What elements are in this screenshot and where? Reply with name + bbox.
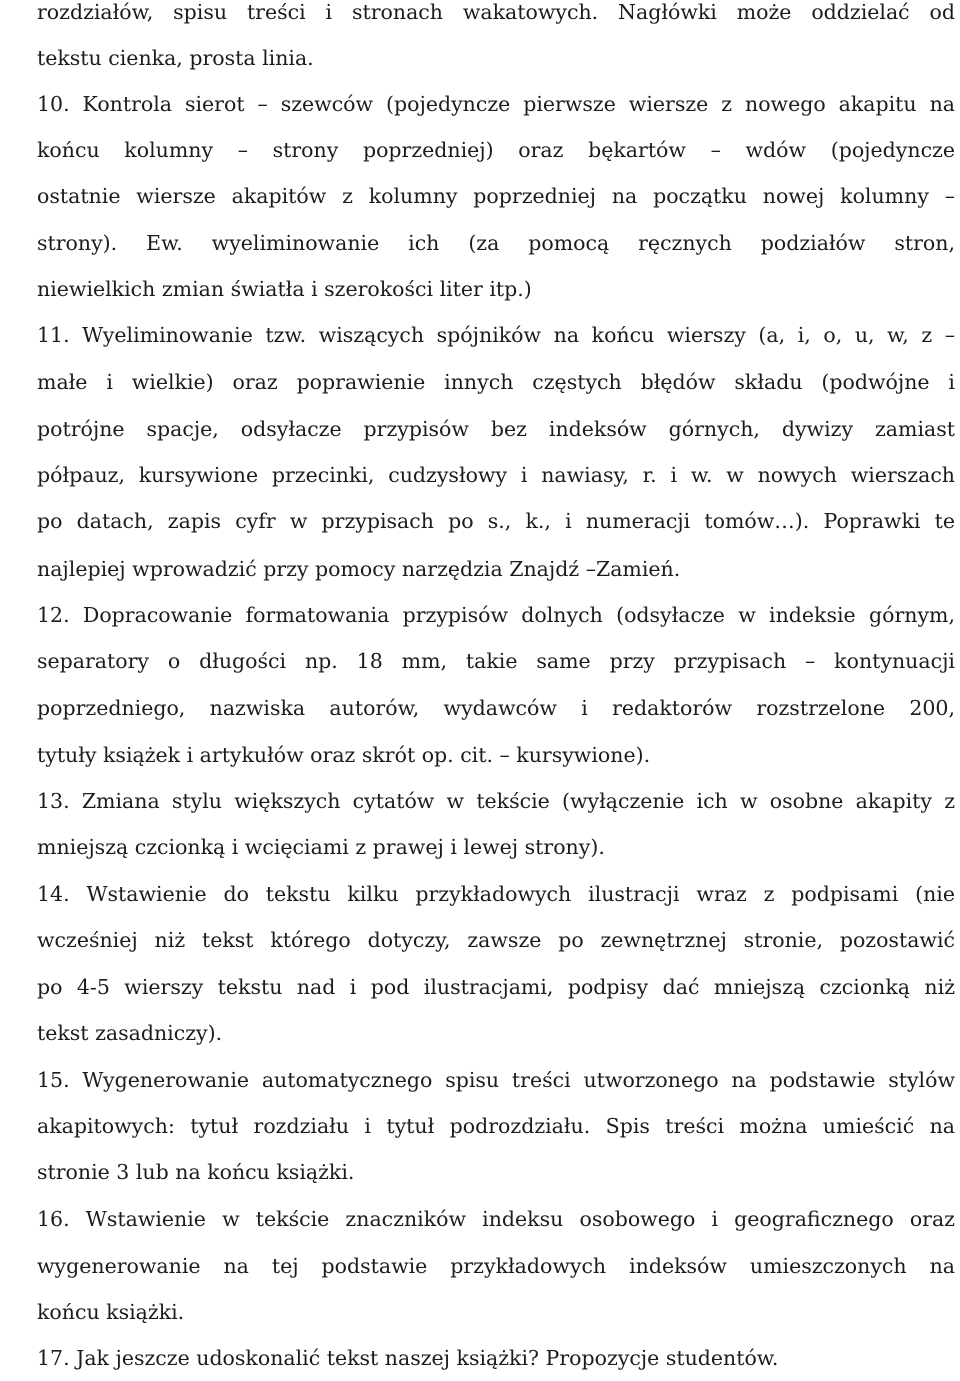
- text-line: akapitowych: tytuł rozdziału i tytuł podrozdziału. Spis treści można umieścić na: [37, 1114, 955, 1138]
- text-line: najlepiej wprowadzić przy pomocy narzędzia Znajdź –Zamień.: [37, 557, 681, 581]
- text-line: wygenerowanie na tej podstawie przykładowych indeksów umieszczonych na: [37, 1254, 955, 1278]
- text-line: poprzedniego, nazwiska autorów, wydawców i redaktorów rozstrzelone 200,: [37, 696, 955, 720]
- list-item-13-line: 13. Zmiana stylu większych cytatów w tekście (wyłączenie ich w osobne akapity z: [37, 789, 955, 813]
- text-line: strony). Ew. wyeliminowanie ich (za pomocą ręcznych podziałów stron,: [37, 231, 955, 255]
- text-line: półpauz, kursywione przecinki, cudzysłowy i nawiasy, r. i w. w nowych wierszach: [37, 463, 955, 487]
- text-line: niewielkich zmian światła i szerokości liter itp.): [37, 277, 532, 301]
- text-line: po 4-5 wierszy tekstu nad i pod ilustracjami, podpisy dać mniejszą czcionką niż: [37, 975, 955, 999]
- text-line: ostatnie wiersze akapitów z kolumny poprzedniej na początku nowej kolumny –: [37, 184, 955, 208]
- text-line: tekstu cienka, prosta linia.: [37, 46, 314, 70]
- text-line: tytuły książek i artykułów oraz skrót op. cit. – kursywione).: [37, 743, 651, 767]
- text-line: mniejszą czcionką i wcięciami z prawej i lewej strony).: [37, 835, 605, 859]
- list-item-11-line: 11. Wyeliminowanie tzw. wiszących spójników na końcu wierszy (a, i, o, u, w, z –: [37, 323, 955, 347]
- text-line: końcu książki.: [37, 1300, 185, 1324]
- list-item-16-line: 16. Wstawienie w tekście znaczników indeksu osobowego i geograficznego oraz: [37, 1207, 955, 1231]
- text-line: końcu kolumny – strony poprzedniej) oraz bękartów – wdów (pojedyncze: [37, 138, 955, 162]
- list-item-14-line: 14. Wstawienie do tekstu kilku przykładowych ilustracji wraz z podpisami (nie: [37, 882, 955, 906]
- text-line: po datach, zapis cyfr w przypisach po s., k., i numeracji tomów…). Poprawki te: [37, 509, 955, 533]
- text-line: rozdziałów, spisu treści i stronach wakatowych. Nagłówki może oddzielać od: [37, 0, 955, 24]
- list-item-17-line: 17. Jak jeszcze udoskonalić tekst naszej książki? Propozycje studentów.: [37, 1346, 779, 1370]
- list-item-15-line: 15. Wygenerowanie automatycznego spisu treści utworzonego na podstawie stylów: [37, 1068, 955, 1092]
- text-line: potrójne spacje, odsyłacze przypisów bez indeksów górnych, dywizy zamiast: [37, 417, 955, 441]
- text-line: stronie 3 lub na końcu książki.: [37, 1160, 355, 1184]
- text-line: separatory o długości np. 18 mm, takie same przy przypisach – kontynuacji: [37, 649, 955, 673]
- text-line: wcześniej niż tekst którego dotyczy, zawsze po zewnętrznej stronie, pozostawić: [37, 928, 955, 952]
- text-line: małe i wielkie) oraz poprawienie innych częstych błędów składu (podwójne i: [37, 370, 955, 394]
- list-item-12-line: 12. Dopracowanie formatowania przypisów dolnych (odsyłacze w indeksie górnym,: [37, 603, 955, 627]
- list-item-10-line: 10. Kontrola sierot – szewców (pojedyncze pierwsze wiersze z nowego akapitu na: [37, 92, 955, 116]
- text-line: tekst zasadniczy).: [37, 1021, 223, 1045]
